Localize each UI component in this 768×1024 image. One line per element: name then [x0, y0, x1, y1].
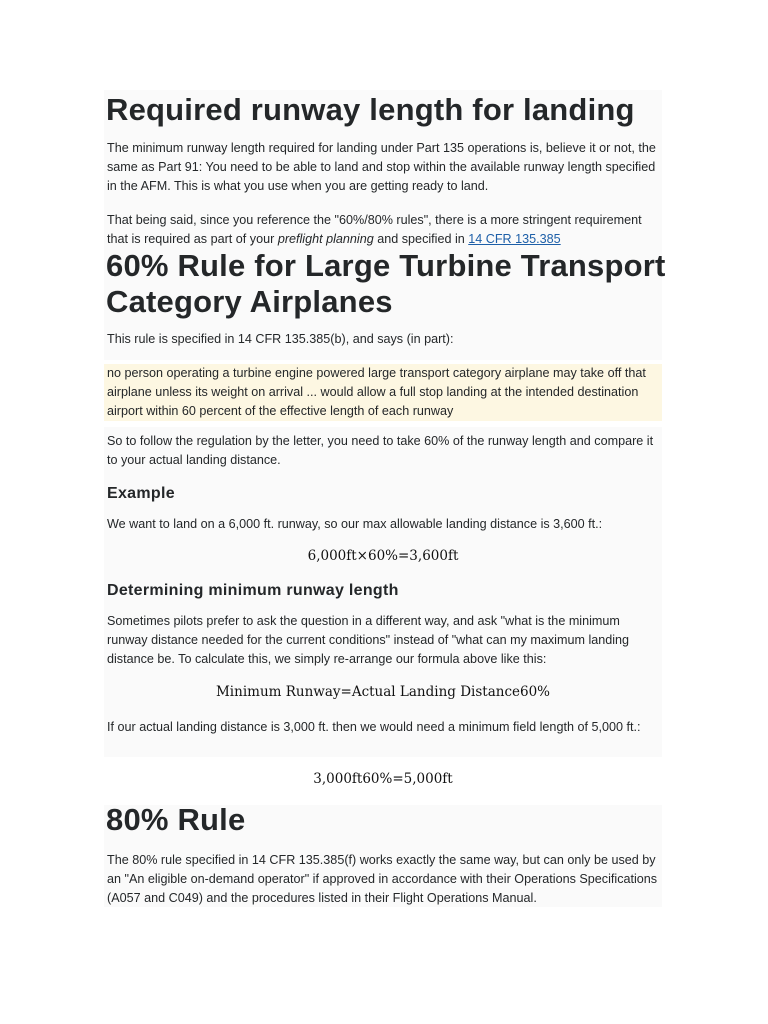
example-formula: 6,000ft×60%=3,600ft	[307, 548, 459, 564]
min-runway-text: Sometimes pilots prefer to ask the question in a different way, and ask "what is the minimum runway distance needed for the current conditions" instead of "what can my maximum landing distance be. To calculate this, we simply re-arrange our formula above like this:	[107, 614, 630, 666]
min-runway-result-text: If our actual landing distance is 3,000 ft. then we would need a minimum field length of 5,000 ft.:	[107, 720, 641, 734]
page-title: Required runway length for landing	[106, 92, 635, 127]
rule60-explanation: So to follow the regulation by the letter, you need to take 60% of the runway length and compare it to your actual landing distance.	[107, 434, 654, 467]
rule80-text: The 80% rule specified in 14 CFR 135.385(f) works exactly the same way, but can only be used by an "An eligible on-demand operator" if approved in accordance with their Operations Specifications (A057 and C049) and the procedures listed in their Flight Operations Manual.	[107, 853, 658, 905]
reference-paragraph: That being said, since you reference the "60%/80% rules", there is a more stringent requirement that is required as part of your preflight planning and specified in 14 CFR 135.385	[107, 213, 642, 246]
rule60-intro: This rule is specified in 14 CFR 135.385(b), and says (in part):	[107, 332, 454, 346]
cfr-link[interactable]: 14 CFR 135.385	[468, 232, 561, 246]
example-heading: Example	[107, 485, 175, 502]
section-heading-60-rule: 60% Rule for Large Turbine Transport Category Airplanes	[106, 248, 666, 319]
section-heading-80-rule: 80% Rule	[106, 802, 246, 837]
min-runway-heading: Determining minimum runway length	[107, 582, 399, 599]
example-text: We want to land on a 6,000 ft. runway, so our max allowable landing distance is 3,600 ft.:	[107, 517, 603, 531]
intro-paragraph: The minimum runway length required for landing under Part 135 operations is, believe it or not, the same as Part 91: You need to be able to land and stop within the available runway length specified in the AFM. This is what you use when you are getting ready to land.	[107, 141, 656, 193]
min-runway-result-formula: 3,000ft60%=5,000ft	[313, 771, 453, 787]
min-runway-formula: Minimum Runway=Actual Landing Distance60%	[215, 684, 550, 700]
regulation-quote: no person operating a turbine engine powered large transport category airplane may take off that airplane unless its weight on arrival ... would allow a full stop landing at the intended destination airport within 60 percent of the effective length of each runway	[104, 364, 662, 421]
